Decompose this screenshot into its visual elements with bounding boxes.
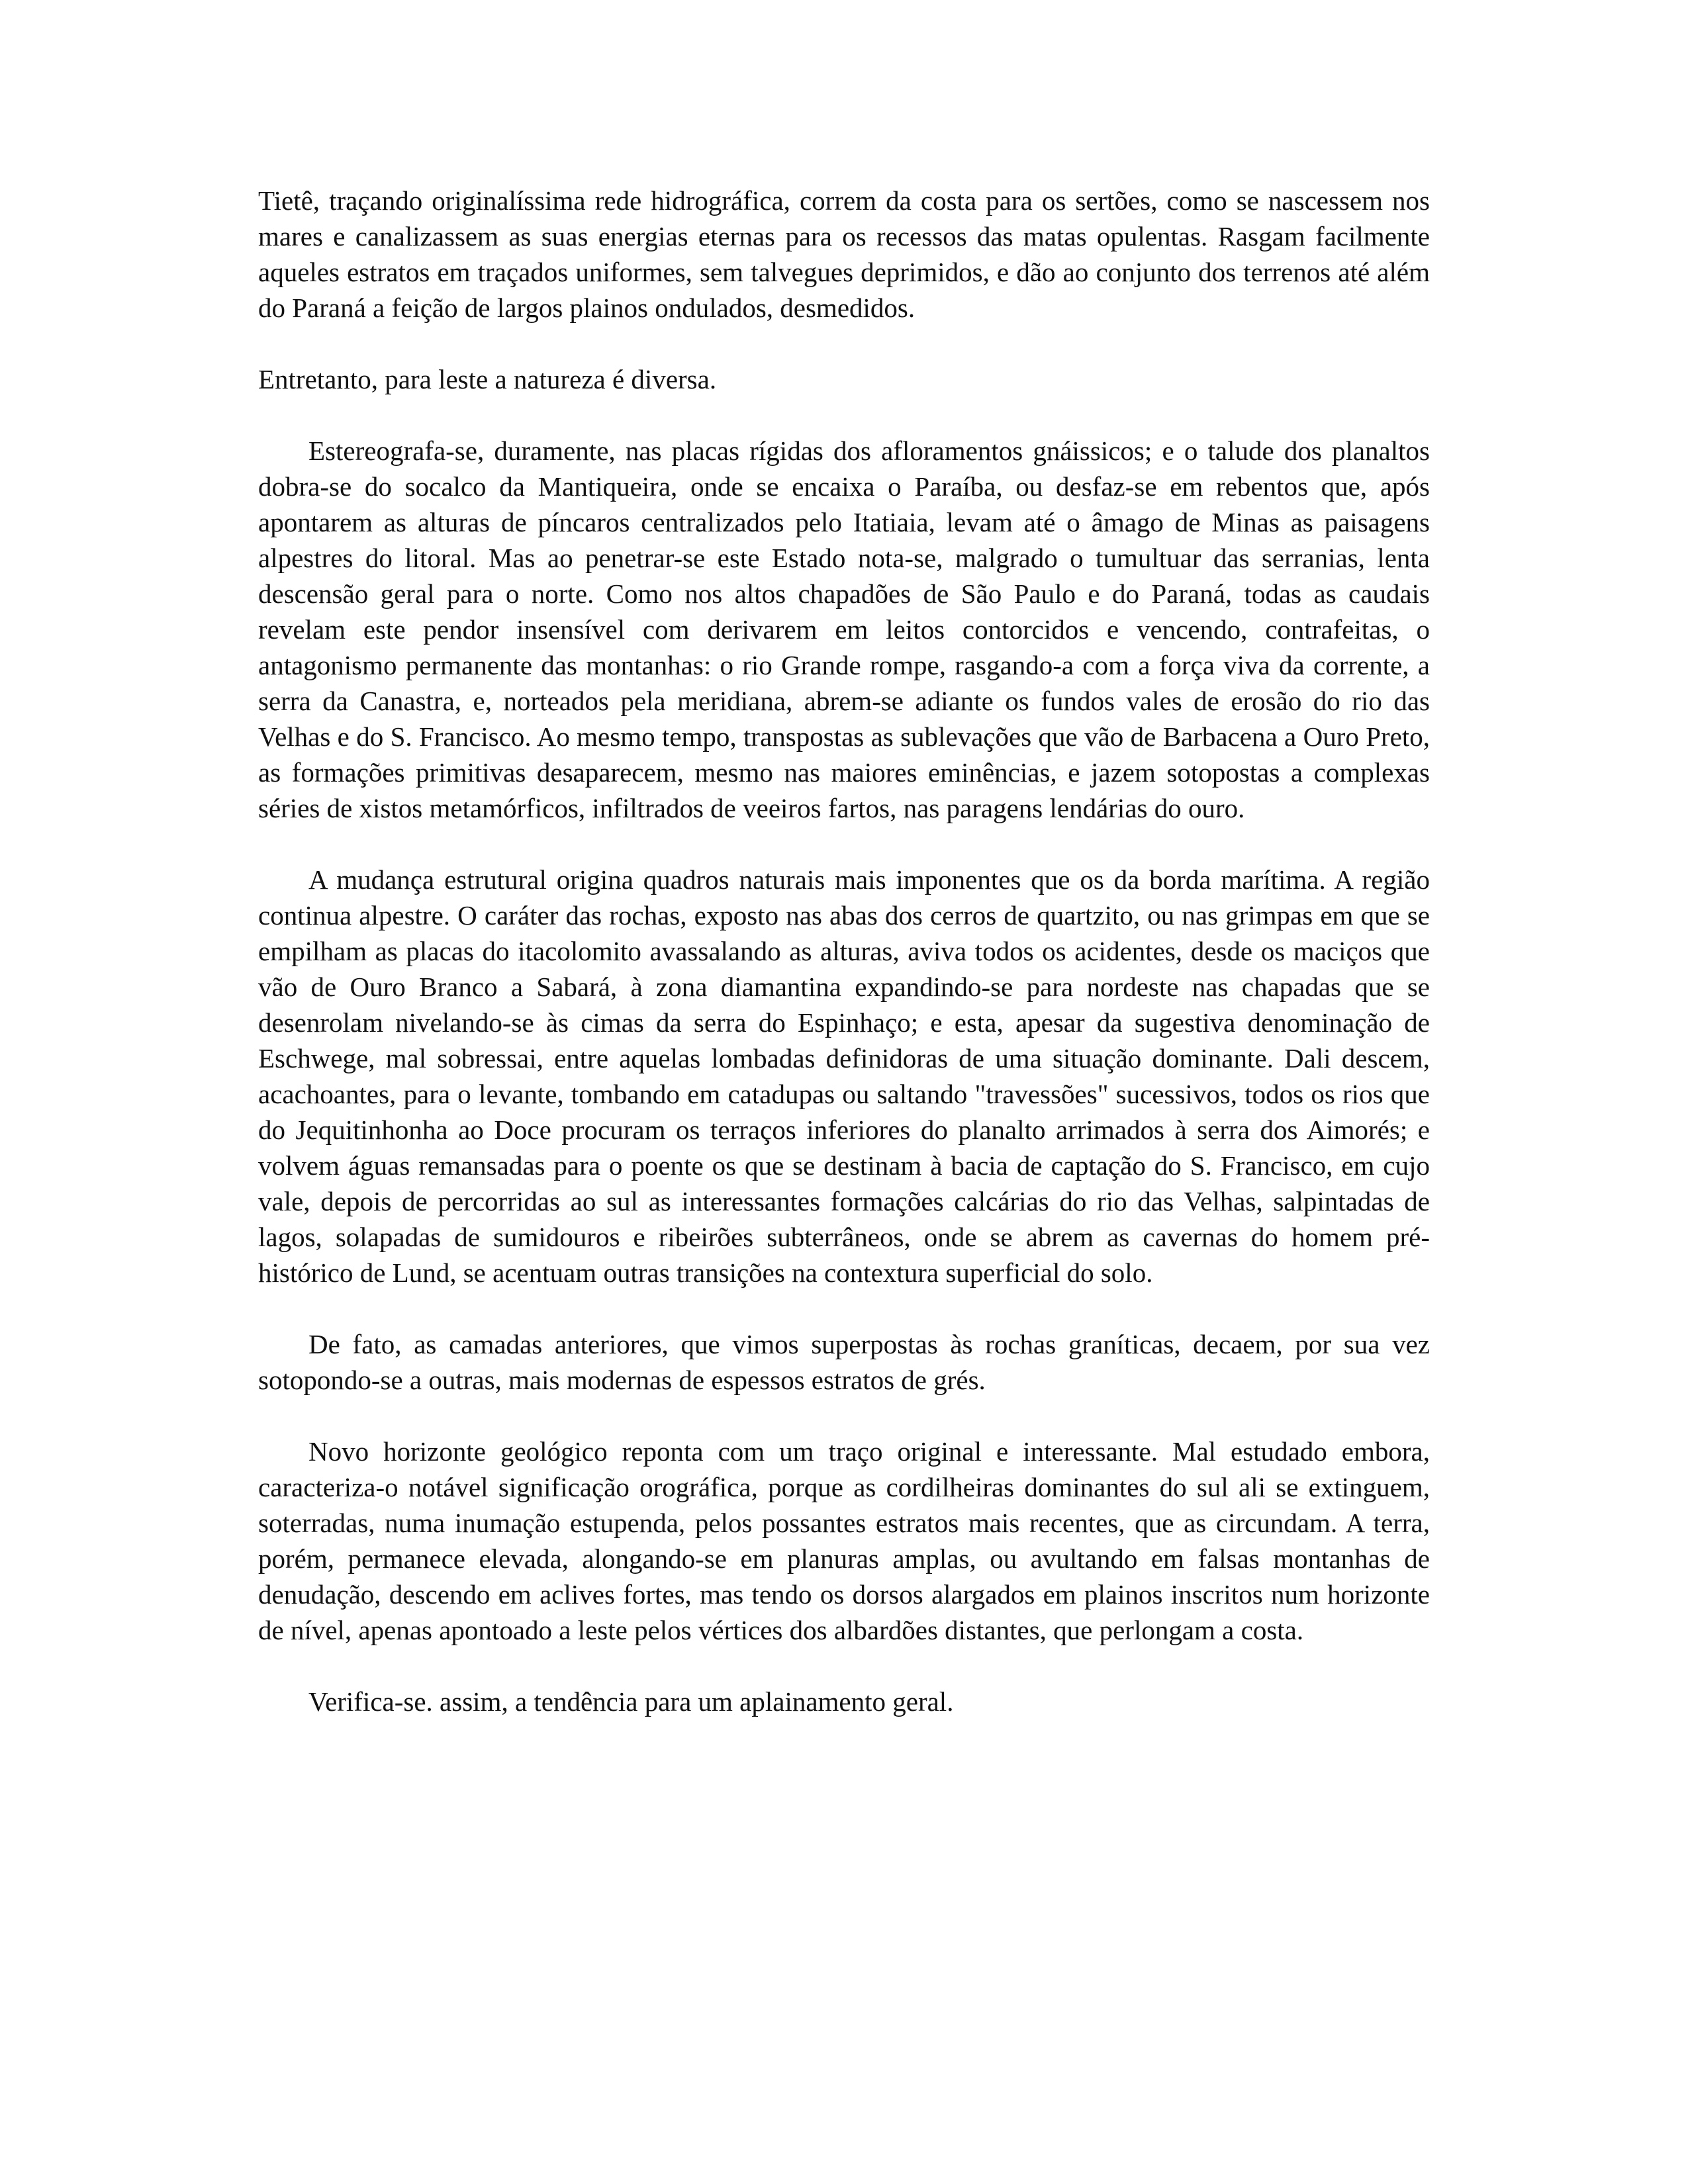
paragraph-3: Estereografa-se, duramente, nas placas rígidas dos afloramentos gnáissicos; e o talude dos planaltos dobra-se do socalco da Mantiqueira, onde se encaixa o Paraíba, ou desfaz-se em rebentos que, após apontarem as alturas de píncaros centralizados pelo Itatiaia, levam até o âmago de Minas as paisagens alpestres do litoral. Mas ao penetrar-se este Estado nota-se, malgrado o tumultuar das serranias, lenta descensão geral para o norte. Como nos altos chapadões de São Paulo e do Paraná, todas as caudais revelam este pendor insensível com derivarem em leitos contorcidos e vencendo, contrafeitas, o antagonismo permanente das montanhas: o rio Grande rompe, rasgando-a com a força viva da corrente, a serra da Canastra, e, norteados pela meridiana, abrem-se adiante os fundos vales de erosão do rio das Velhas e do S. Francisco. Ao mesmo tempo, transpostas as sublevações que vão de Barbacena a Ouro Preto, as formações primitivas desaparecem, mesmo nas maiores eminências, e jazem sotopostas a complexas séries de xistos metamórficos, infiltrados de veeiros fartos, nas paragens lendárias do ouro.	[258, 435, 1430, 823]
paragraph-7: Verifica-se. assim, a tendência para um aplainamento geral.	[308, 1686, 954, 1717]
paragraph-4: A mudança estrutural origina quadros naturais mais imponentes que os da borda marítima. A região continua alpestre. O caráter das rochas, exposto nas abas dos cerros de quartzito, ou nas grimpas em que se empilham as placas do itacolomito avassalando as alturas, aviva todos os acidentes, desde os maciços que vão de Ouro Branco a Sabará, à zona diamantina expandindo-se para nordeste nas chapadas que se desenrolam nivelando-se às cimas da serra do Espinhaço; e esta, apesar da sugestiva denominação de Eschwege, mal sobressai, entre aquelas lombadas definidoras de uma situação dominante. Dali descem, acachoantes, para o levante, tombando em catadupas ou saltando "travessões" sucessivos, todos os rios que do Jequitinhonha ao Doce procuram os terraços inferiores do planalto arrimados à serra dos Aimorés; e volvem águas remansadas para o poente os que se destinam à bacia de captação do S. Francisco, em cujo vale, depois de percorridas ao sul as interessantes formações calcárias do rio das Velhas, salpintadas de lagos, solapadas de sumidouros e ribeirões subterrâneos, onde se abrem as cavernas do homem pré-histórico de Lund, se acentuam outras transições na contextura superficial do solo.	[258, 864, 1430, 1288]
paragraph-6: Novo horizonte geológico reponta com um traço original e interessante. Mal estudado embora, caracteriza-o notável significação orográfica, porque as cordilheiras dominantes do sul ali se extinguem, soterradas, numa inumação estupenda, pelos possantes estratos mais recentes, que as circundam. A terra, porém, permanece elevada, alongando-se em planuras amplas, ou avultando em falsas montanhas de denudação, descendo em aclives fortes, mas tendo os dorsos alargados em plainos inscritos num horizonte de nível, apenas apontoado a leste pelos vértices dos albardões distantes, que perlongam a costa.	[258, 1436, 1430, 1645]
paragraph-1: Tietê, traçando originalíssima rede hidrográfica, correm da costa para os sertões, como se nascessem nos mares e canalizassem as suas energias eternas para os recessos das matas opulentas. Rasgam facilmente aqueles estratos em traçados uniformes, sem talvegues deprimidos, e dão ao conjunto dos terrenos até além do Paraná a feição de largos plainos ondulados, desmedidos.	[258, 185, 1430, 323]
document-body	[258, 183, 1430, 1719]
paragraph-5: De fato, as camadas anteriores, que vimos superpostas às rochas graníticas, decaem, por sua vez sotopondo-se a outras, mais modernas de espessos estratos de grés.	[258, 1329, 1430, 1395]
paragraph-2: Entretanto, para leste a natureza é diversa.	[258, 364, 717, 394]
